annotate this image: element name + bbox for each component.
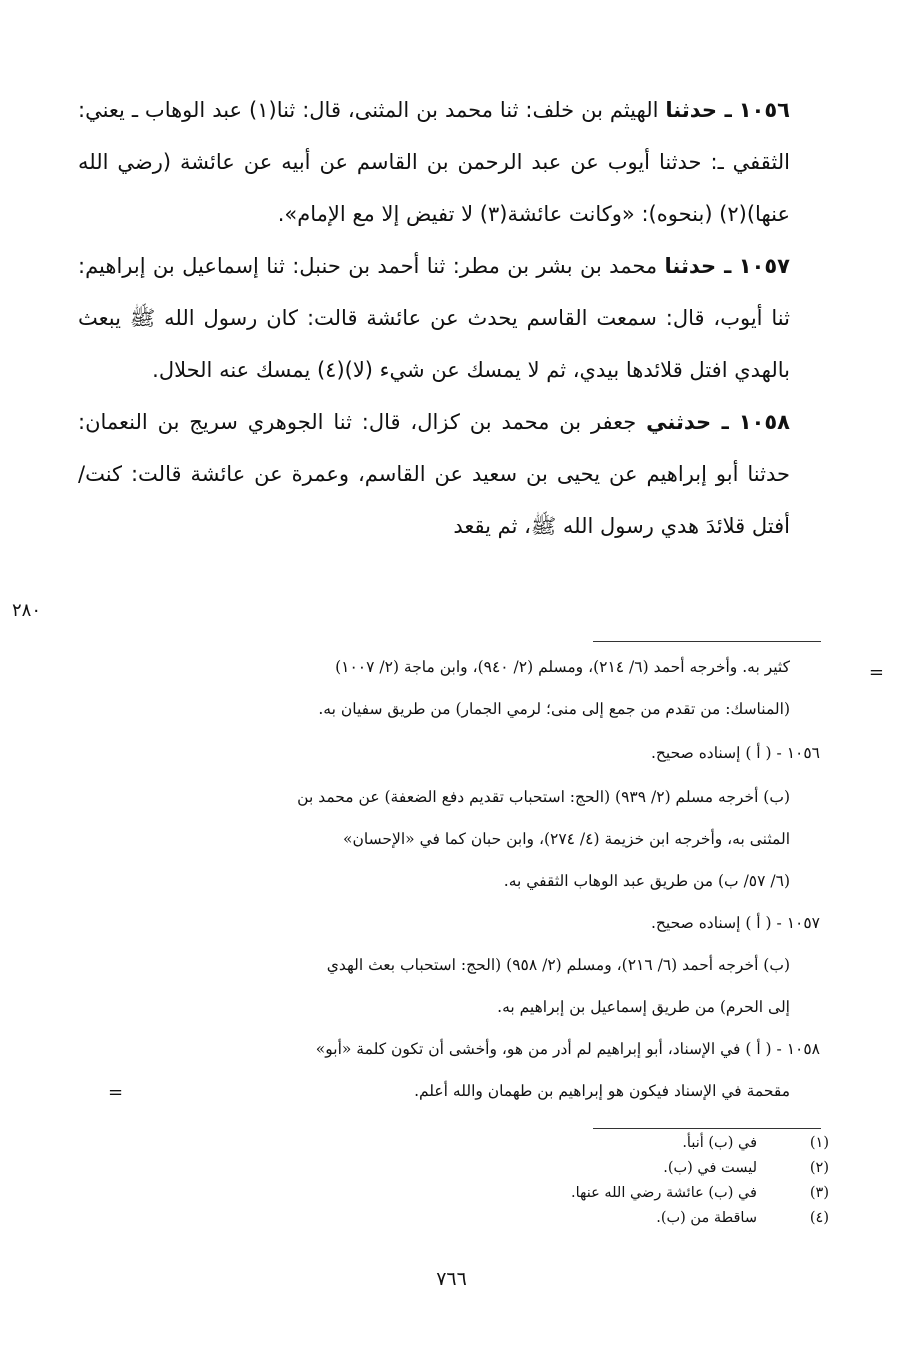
note-line: (ب) أخرجه مسلم (٢/ ٩٣٩) (الحج: استحباب تقديم دفع الضعفة) عن محمد بن <box>297 788 790 806</box>
hadith-number: ١٠٥٧ <box>738 254 790 278</box>
footnote-number: (٤) <box>809 1210 829 1226</box>
footnote <box>489 1135 829 1160</box>
hadith-1058 <box>78 396 790 552</box>
footnote-text: ليست في (ب). <box>663 1160 757 1176</box>
main-text <box>78 84 790 552</box>
note-line: المثنى به، وأخرجه ابن خزيمة (٤/ ٢٧٤)، وابن حبان كما في «الإحسان» <box>343 830 790 848</box>
hadith-keyword: ـ حدثني <box>646 410 729 434</box>
hadith-1057 <box>78 240 790 396</box>
note-line: (٦/ ٥٧/ ب) من طريق عبد الوهاب الثقفي به. <box>503 872 790 890</box>
note-line: ١٠٥٦ - ( أ ) إسناده صحيح. <box>650 744 820 762</box>
manuscript-page-marker: ٢٨٠ <box>12 600 42 621</box>
hadith-text: محمد بن بشر بن مطر: ثنا أحمد بن حنبل: ثنا إسماعيل بن إبراهيم: ثنا أيوب، قال: سمعت القاسم يحدث عن عائشة قالت: كان رسول الله ﷺ يبعث بالهدي افتل قلائدها بيدي، ثم لا يمسك عن شيء (لا)(٤) يمسك عنه الحلال. <box>78 254 790 382</box>
note-line: ١٠٥٧ - ( أ ) إسناده صحيح. <box>650 914 820 932</box>
note-line: (المناسك: من تقدم من جمع إلى منى؛ لرمي الجمار) من طريق سفيان به. <box>318 700 790 718</box>
footnotes-separator <box>593 1128 821 1129</box>
footnote <box>489 1185 829 1210</box>
footnote-text: ساقطة من (ب). <box>656 1210 757 1226</box>
footnote-text: في (ب) عائشة رضي الله عنها. <box>570 1185 757 1201</box>
footnote <box>489 1210 829 1235</box>
hadith-1056 <box>78 84 790 240</box>
hadith-number: ١٠٥٦ <box>738 98 790 122</box>
hadith-text: جعفر بن محمد بن كزال، قال: ثنا الجوهري سريج بن النعمان: حدثنا أبو إبراهيم عن يحيى بن سعيد عن القاسم، وعمرة عن عائشة قالت: كنت/ أفتل قلائدَ هدي رسول الله ﷺ، ثم يقعد <box>78 410 790 538</box>
footnote-text: في (ب) أنبأ. <box>682 1135 757 1151</box>
note-line: (ب) أخرجه أحمد (٦/ ٢١٦)، ومسلم (٢/ ٩٥٨) (الحج: استحباب بعث الهدي <box>326 956 790 974</box>
notes-separator <box>593 641 821 642</box>
note-line: كثير به. وأخرجه أحمد (٦/ ٢١٤)، ومسلم (٢/ ٩٤٠)، وابن ماجة (٢/ ١٠٠٧) <box>335 658 790 676</box>
continuation-mark: = <box>108 1082 124 1103</box>
footnotes <box>489 1135 829 1235</box>
hadith-text: الهيثم بن خلف: ثنا محمد بن المثنى، قال: ثنا(١) عبد الوهاب ـ يعني: الثقفي ـ: حدثنا أيوب عن عبد الرحمن بن القاسم عن أبيه عن عائشة (رضي الله عنها)(٢) (بنحوه): «وكانت عائشة(٣) لا تفيض إلا مع الإمام». <box>78 98 790 226</box>
note-line: مقحمة في الإسناد فيكون هو إبراهيم بن طهمان والله أعلم. <box>414 1082 790 1100</box>
hadith-keyword: ـ حدثنا <box>665 98 732 122</box>
continuation-mark: = <box>868 662 884 683</box>
footnote-number: (٢) <box>809 1160 829 1176</box>
footnote-number: (١) <box>809 1135 829 1151</box>
note-line: إلى الحرم) من طريق إسماعيل بن إبراهيم به. <box>497 998 790 1016</box>
page-number: ٧٦٦ <box>436 1268 467 1290</box>
note-line: ١٠٥٨ - ( أ ) في الإسناد، أبو إبراهيم لم أدر من هو، وأخشى أن تكون كلمة «أبو» <box>315 1040 820 1058</box>
footnote-number: (٣) <box>809 1185 829 1201</box>
hadith-number: ١٠٥٨ <box>738 410 790 434</box>
footnote <box>489 1160 829 1185</box>
hadith-keyword: ـ حدثنا <box>664 254 732 278</box>
